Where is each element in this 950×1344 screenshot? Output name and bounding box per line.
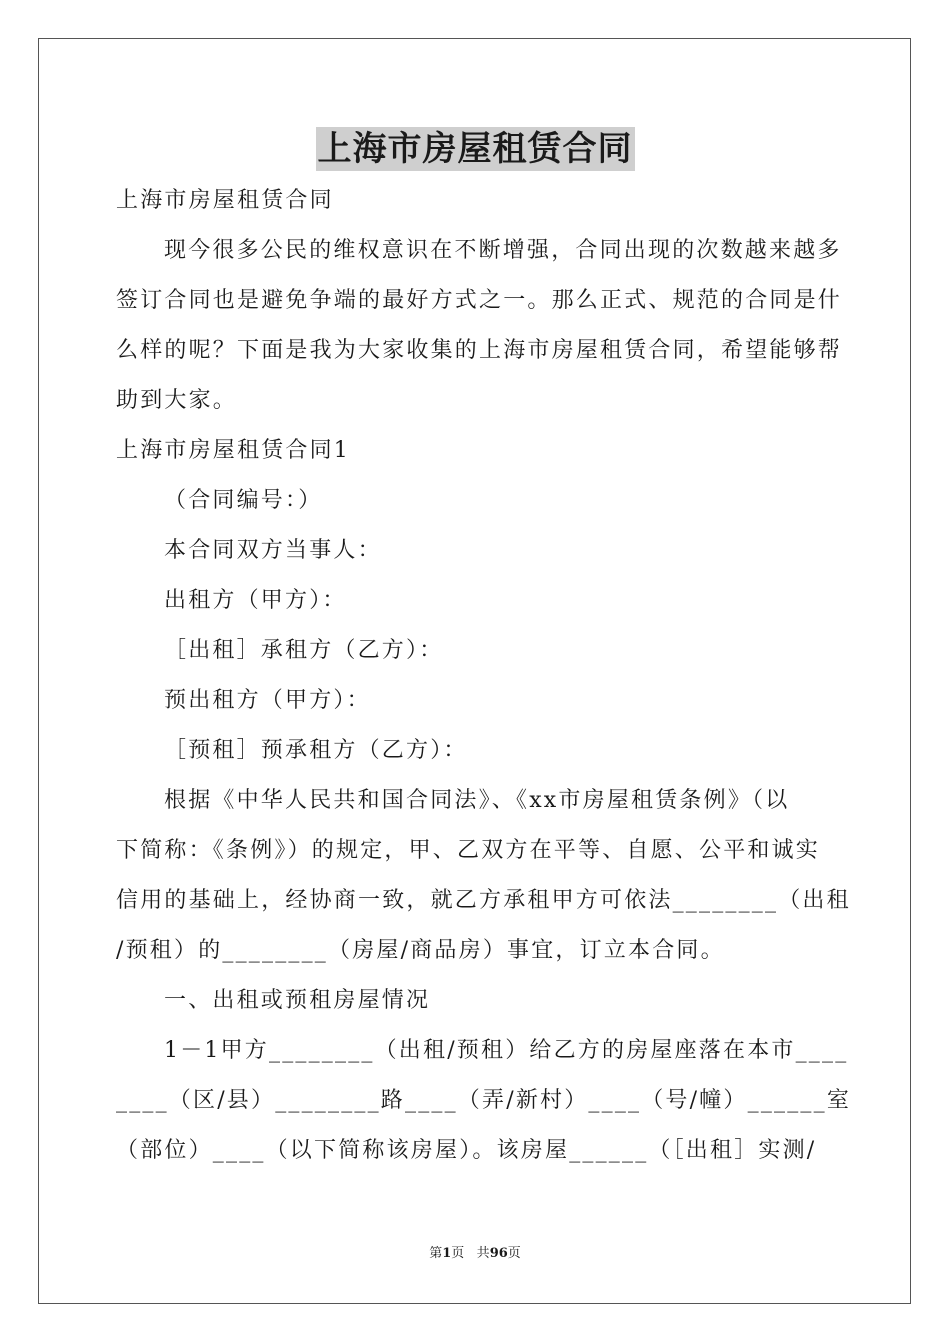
body-line: 出租方（甲方）： xyxy=(164,588,347,613)
page-number: 1 xyxy=(442,1246,452,1261)
page-label-prefix: 第 xyxy=(429,1246,443,1261)
body-line: 现今很多公民的维权意识在不断增强，合同出现的次数越来越多 xyxy=(164,238,842,263)
body-line: ____（区/县）________路____（弄/新村）____（号/幢）______室 xyxy=(116,1088,852,1113)
body-line: 签订合同也是避免争端的最好方式之一。那么正式、规范的合同是什 xyxy=(116,288,843,313)
body-line: 根据《中华人民共和国合同法》、《xx市房屋租赁条例》（以 xyxy=(164,788,790,813)
body-line: 下简称：《条例》）的规定，甲、乙双方在平等、自愿、公平和诚实 xyxy=(116,838,821,863)
body-line: 本合同双方当事人： xyxy=(164,538,382,563)
body-line: 一、出租或预租房屋情况 xyxy=(164,988,431,1013)
document-title: 上海市房屋租赁合同 xyxy=(317,129,633,169)
body-line: ［预租］预承租方（乙方）： xyxy=(164,738,468,763)
document-body xyxy=(116,176,852,1176)
title-container xyxy=(0,127,950,171)
body-line: ［出租］承租方（乙方）： xyxy=(164,638,444,663)
body-line: 上海市房屋租赁合同 xyxy=(116,188,334,213)
body-line: /预租）的________（房屋/商品房）事宜，订立本合同。 xyxy=(116,938,725,963)
body-line: 预出租方（甲方）： xyxy=(164,688,371,713)
body-line: （部位）____（以下简称该房屋）。该房屋______（［出租］实测/ xyxy=(116,1138,817,1163)
page-footer xyxy=(0,1244,950,1264)
total-pages: 96 xyxy=(489,1246,508,1261)
page-label-suffix: 页 xyxy=(451,1246,465,1261)
body-line: 1－1甲方________（出租/预租）给乙方的房屋座落在本市____ xyxy=(164,1038,849,1063)
body-line: 信用的基础上，经协商一致，就乙方承租甲方可依法________（出租 xyxy=(116,888,851,913)
total-label-prefix: 共 xyxy=(476,1246,490,1261)
total-label-suffix: 页 xyxy=(507,1246,521,1261)
body-line: 上海市房屋租赁合同1 xyxy=(116,438,350,463)
body-line: （合同编号：） xyxy=(164,488,323,513)
body-line: 么样的呢？下面是我为大家收集的上海市房屋租赁合同，希望能够帮 xyxy=(116,338,843,363)
body-line: 助到大家。 xyxy=(116,388,238,413)
